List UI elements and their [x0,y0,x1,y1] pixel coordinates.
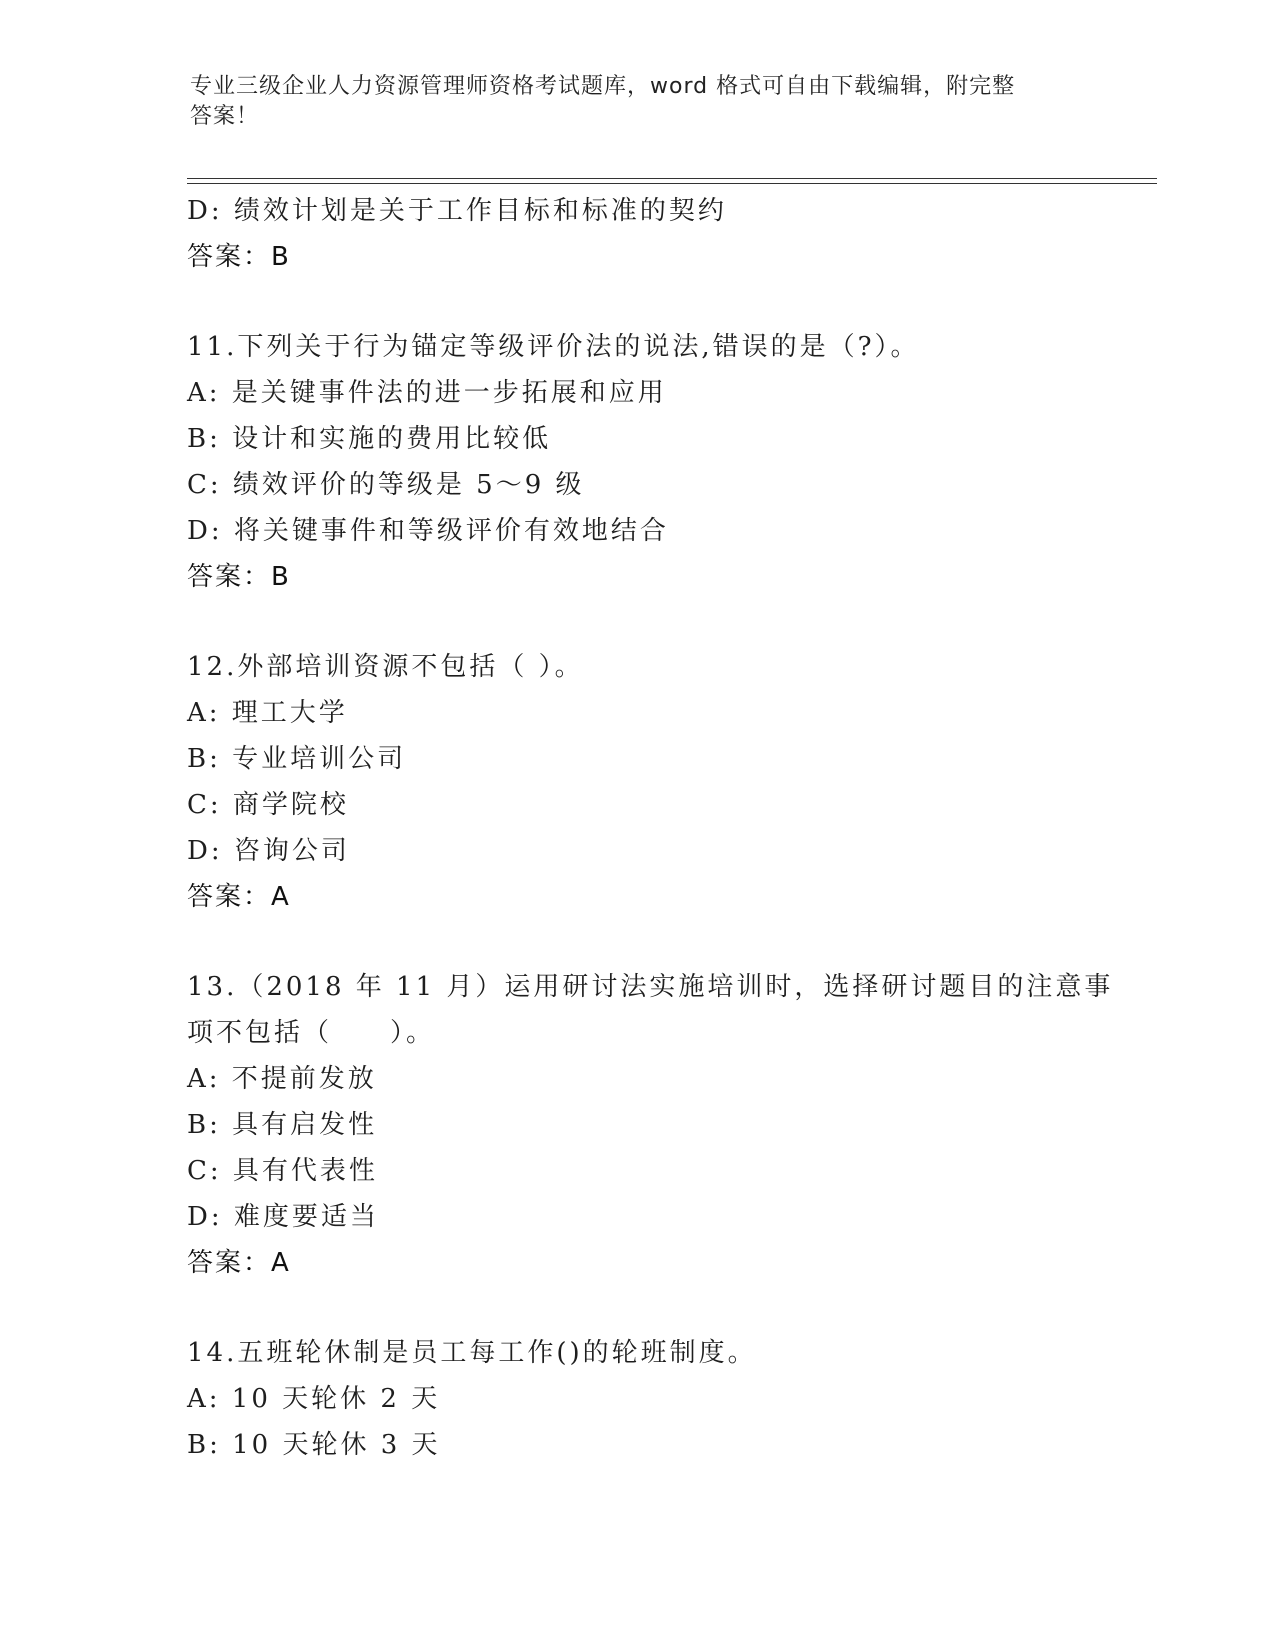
option-a: A: 理工大学 [187,698,348,728]
option-c: C: 绩效评价的等级是 5～9 级 [187,470,585,500]
question-stem-line-1: 13.（2018 年 11 月）运用研讨法实施培训时，选择研讨题目的注意事 [187,972,1114,1002]
question-12 [187,644,1087,920]
option-a: A: 是关键事件法的进一步拓展和应用 [187,378,667,408]
answer: 答案：A [187,1248,291,1278]
question-10-tail [187,188,1087,280]
option-b: B: 设计和实施的费用比较低 [187,424,552,454]
option-a: A: 10 天轮休 2 天 [187,1384,441,1414]
question-stem: 11.下列关于行为锚定等级评价法的说法,错误的是（?）。 [187,332,920,362]
option-a: A: 不提前发放 [187,1064,377,1094]
option-d: D: 绩效计划是关于工作目标和标准的契约 [187,196,727,226]
answer: 答案：B [187,242,291,272]
answer: 答案：A [187,882,291,912]
answer: 答案：B [187,562,291,592]
question-stem: 12.外部培训资源不包括（ ）。 [187,652,584,682]
header-rule-top [187,178,1157,179]
document-body [187,188,1114,1468]
option-c: C: 具有代表性 [187,1156,378,1186]
page-header [190,72,1080,132]
option-b: B: 具有启发性 [187,1110,378,1140]
question-stem-line-2: 项不包括（ ）。 [187,1018,436,1048]
option-b: B: 10 天轮休 3 天 [187,1430,441,1460]
option-d: D: 咨询公司 [187,836,350,866]
option-d: D: 将关键事件和等级评价有效地结合 [187,516,669,546]
header-line-2: 答案！ [190,104,260,129]
question-stem: 14.五班轮休制是员工每工作()的轮班制度。 [187,1338,757,1368]
question-14 [187,1330,1087,1468]
option-d: D: 难度要适当 [187,1202,379,1232]
option-b: B: 专业培训公司 [187,744,407,774]
header-rule-bottom [187,183,1157,184]
question-11 [187,324,1087,600]
header-line-1: 专业三级企业人力资源管理师资格考试题库，word 格式可自由下载编辑，附完整 [190,74,1016,99]
question-13 [187,964,1114,1286]
option-c: C: 商学院校 [187,790,349,820]
